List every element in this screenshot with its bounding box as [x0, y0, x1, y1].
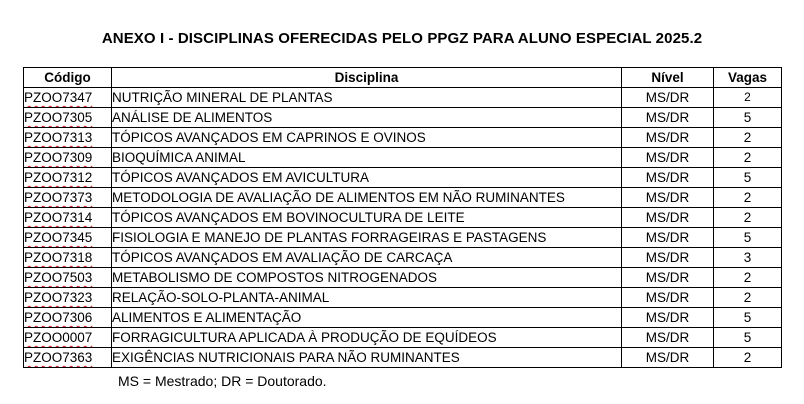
cell-level: MS/DR: [622, 188, 714, 208]
table-header-row: [24, 68, 782, 88]
cell-level: MS/DR: [622, 208, 714, 228]
cell-level: MS/DR: [622, 348, 714, 368]
document-title: ANEXO I - DISCIPLINAS OFERECIDAS PELO PPGZ PARA ALUNO ESPECIAL 2025.2: [101, 30, 703, 47]
cell-level: MS/DR: [622, 308, 714, 328]
cell-code: PZOO7314: [24, 208, 112, 228]
cell-level: MS/DR: [622, 268, 714, 288]
cell-vagas: 5: [714, 108, 782, 128]
cell-level: MS/DR: [622, 248, 714, 268]
cell-code: PZOO0007: [24, 328, 112, 348]
cell-code: PZOO7313: [24, 128, 112, 148]
cell-discipline: EXIGÊNCIAS NUTRICIONAIS PARA NÃO RUMINANTES: [112, 348, 622, 368]
cell-discipline: METODOLOGIA DE AVALIAÇÃO DE ALIMENTOS EM NÃO RUMINANTES: [112, 188, 622, 208]
cell-level: MS/DR: [622, 108, 714, 128]
table-row: [24, 328, 782, 348]
table-row: [24, 208, 782, 228]
cell-discipline: TÓPICOS AVANÇADOS EM AVALIAÇÃO DE CARCAÇA: [112, 248, 622, 268]
table-row: [24, 308, 782, 328]
header-code: Código: [24, 68, 112, 88]
disciplines-table: [23, 67, 782, 368]
cell-vagas: 2: [714, 188, 782, 208]
cell-vagas: 2: [714, 88, 782, 108]
cell-code: PZOO7323: [24, 288, 112, 308]
table-row: [24, 88, 782, 108]
header-level: Nível: [622, 68, 714, 88]
cell-discipline: ALIMENTOS E ALIMENTAÇÃO: [112, 308, 622, 328]
cell-code: PZOO7503: [24, 268, 112, 288]
table-row: [24, 128, 782, 148]
cell-discipline: FORRAGICULTURA APLICADA À PRODUÇÃO DE EQUÍDEOS: [112, 328, 622, 348]
cell-vagas: 2: [714, 348, 782, 368]
header-discipline: Disciplina: [112, 68, 622, 88]
cell-code: PZOO7306: [24, 308, 112, 328]
cell-vagas: 5: [714, 168, 782, 188]
cell-vagas: 2: [714, 288, 782, 308]
cell-level: MS/DR: [622, 128, 714, 148]
cell-discipline: TÓPICOS AVANÇADOS EM BOVINOCULTURA DE LEITE: [112, 208, 622, 228]
cell-vagas: 3: [714, 248, 782, 268]
cell-code: PZOO7318: [24, 248, 112, 268]
cell-discipline: NUTRIÇÃO MINERAL DE PLANTAS: [112, 88, 622, 108]
cell-vagas: 5: [714, 328, 782, 348]
cell-level: MS/DR: [622, 88, 714, 108]
cell-vagas: 5: [714, 308, 782, 328]
table-row: [24, 148, 782, 168]
cell-discipline: TÓPICOS AVANÇADOS EM AVICULTURA: [112, 168, 622, 188]
table-row: [24, 228, 782, 248]
table-row: [24, 108, 782, 128]
table-row: [24, 168, 782, 188]
table-row: [24, 248, 782, 268]
table-row: [24, 268, 782, 288]
table-row: [24, 348, 782, 368]
cell-level: MS/DR: [622, 168, 714, 188]
cell-code: PZOO7347: [24, 88, 112, 108]
cell-level: MS/DR: [622, 328, 714, 348]
cell-code: PZOO7305: [24, 108, 112, 128]
cell-discipline: FISIOLOGIA E MANEJO DE PLANTAS FORRAGEIRAS E PASTAGENS: [112, 228, 622, 248]
cell-level: MS/DR: [622, 288, 714, 308]
cell-level: MS/DR: [622, 148, 714, 168]
cell-code: PZOO7309: [24, 148, 112, 168]
cell-vagas: 2: [714, 128, 782, 148]
cell-code: PZOO7363: [24, 348, 112, 368]
header-vagas: Vagas: [714, 68, 782, 88]
cell-discipline: ANÁLISE DE ALIMENTOS: [112, 108, 622, 128]
cell-vagas: 2: [714, 268, 782, 288]
cell-discipline: RELAÇÃO-SOLO-PLANTA-ANIMAL: [112, 288, 622, 308]
cell-code: PZOO7345: [24, 228, 112, 248]
table-row: [24, 288, 782, 308]
cell-code: PZOO7373: [24, 188, 112, 208]
cell-code: PZOO7312: [24, 168, 112, 188]
cell-vagas: 5: [714, 228, 782, 248]
cell-discipline: METABOLISMO DE COMPOSTOS NITROGENADOS: [112, 268, 622, 288]
cell-vagas: 2: [714, 208, 782, 228]
cell-discipline: TÓPICOS AVANÇADOS EM CAPRINOS E OVINOS: [112, 128, 622, 148]
cell-vagas: 2: [714, 148, 782, 168]
cell-discipline: BIOQUÍMICA ANIMAL: [112, 148, 622, 168]
table-row: [24, 188, 782, 208]
footnote: MS = Mestrado; DR = Doutorado.: [118, 373, 327, 389]
cell-level: MS/DR: [622, 228, 714, 248]
